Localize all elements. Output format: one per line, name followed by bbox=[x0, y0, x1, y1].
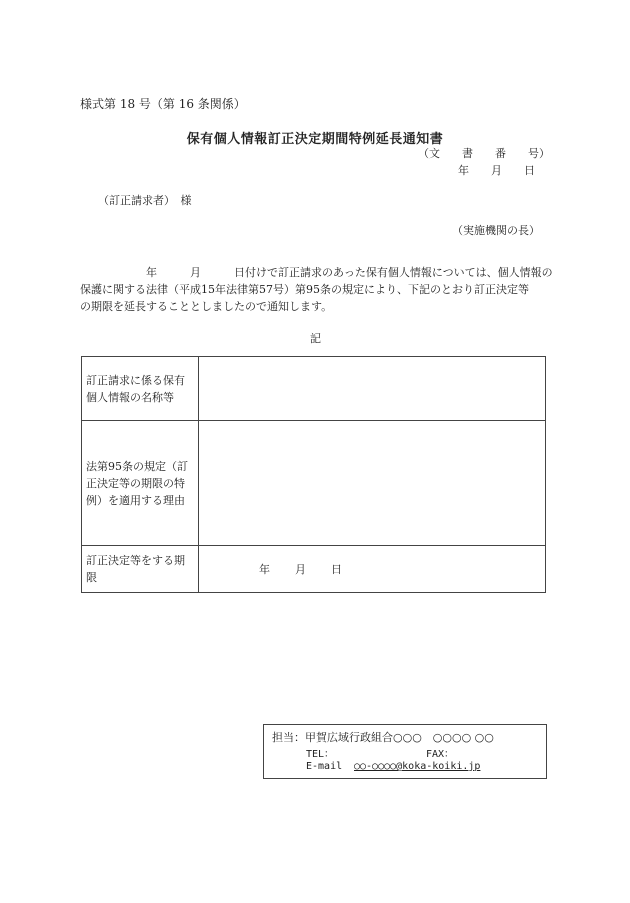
body-line-1: 年 月 日付けで訂正請求のあった保有個人情報については、個人情報の bbox=[80, 266, 553, 279]
body-line-2: 保護に関する法律（平成15年法律第57号）第95条の規定により、下記のとおり訂正決定等 bbox=[80, 283, 529, 296]
row-value-deadline[interactable]: 年 月 日 bbox=[199, 546, 546, 593]
table-row bbox=[82, 546, 546, 593]
issuer: （実施機関の長） bbox=[452, 224, 540, 237]
contact-box bbox=[263, 724, 547, 779]
row-value-reason[interactable] bbox=[199, 421, 546, 546]
row-label-information bbox=[82, 357, 199, 421]
label-line: 法第95条の規定（訂 bbox=[86, 459, 188, 473]
body-line-3: の期限を延長することとしましたので通知します。 bbox=[80, 300, 333, 313]
body-text bbox=[80, 264, 560, 315]
label-line: 訂正決定等をする期 bbox=[86, 554, 185, 567]
document-title: 保有個人情報訂正決定期間特例延長通知書 bbox=[186, 132, 444, 147]
table-row bbox=[82, 357, 546, 421]
label-line: 限 bbox=[86, 571, 97, 584]
label-line: 訂正請求に係る保有 bbox=[86, 373, 185, 387]
issue-date: 年 月 日 bbox=[458, 164, 535, 177]
contact-email-label: E-mail bbox=[306, 761, 343, 772]
row-label-deadline bbox=[82, 546, 199, 593]
row-label-reason bbox=[82, 421, 199, 546]
table-row bbox=[82, 421, 546, 546]
contact-fax: FAX： bbox=[426, 749, 455, 760]
label-line: 正決定等の期限の特 bbox=[86, 476, 185, 490]
label-line: 個人情報の名称等 bbox=[86, 390, 174, 404]
ki-heading: 記 bbox=[310, 332, 321, 345]
contact-person: 担当：甲賀広域行政組合○○○ ○○○○ ○○ bbox=[272, 731, 494, 744]
details-table bbox=[81, 356, 546, 593]
recipient: （訂正請求者） 様 bbox=[98, 194, 192, 207]
contact-tel: TEL： bbox=[306, 749, 335, 760]
form-number: 様式第 18 号（第 16 条関係） bbox=[80, 97, 246, 111]
label-line: 例）を適用する理由 bbox=[86, 493, 185, 507]
document-number: （文 書 番 号） bbox=[418, 147, 550, 160]
contact-email-link[interactable]: ○○-○○○○@koka-koiki.jp bbox=[354, 761, 481, 772]
row-value-information[interactable] bbox=[199, 357, 546, 421]
